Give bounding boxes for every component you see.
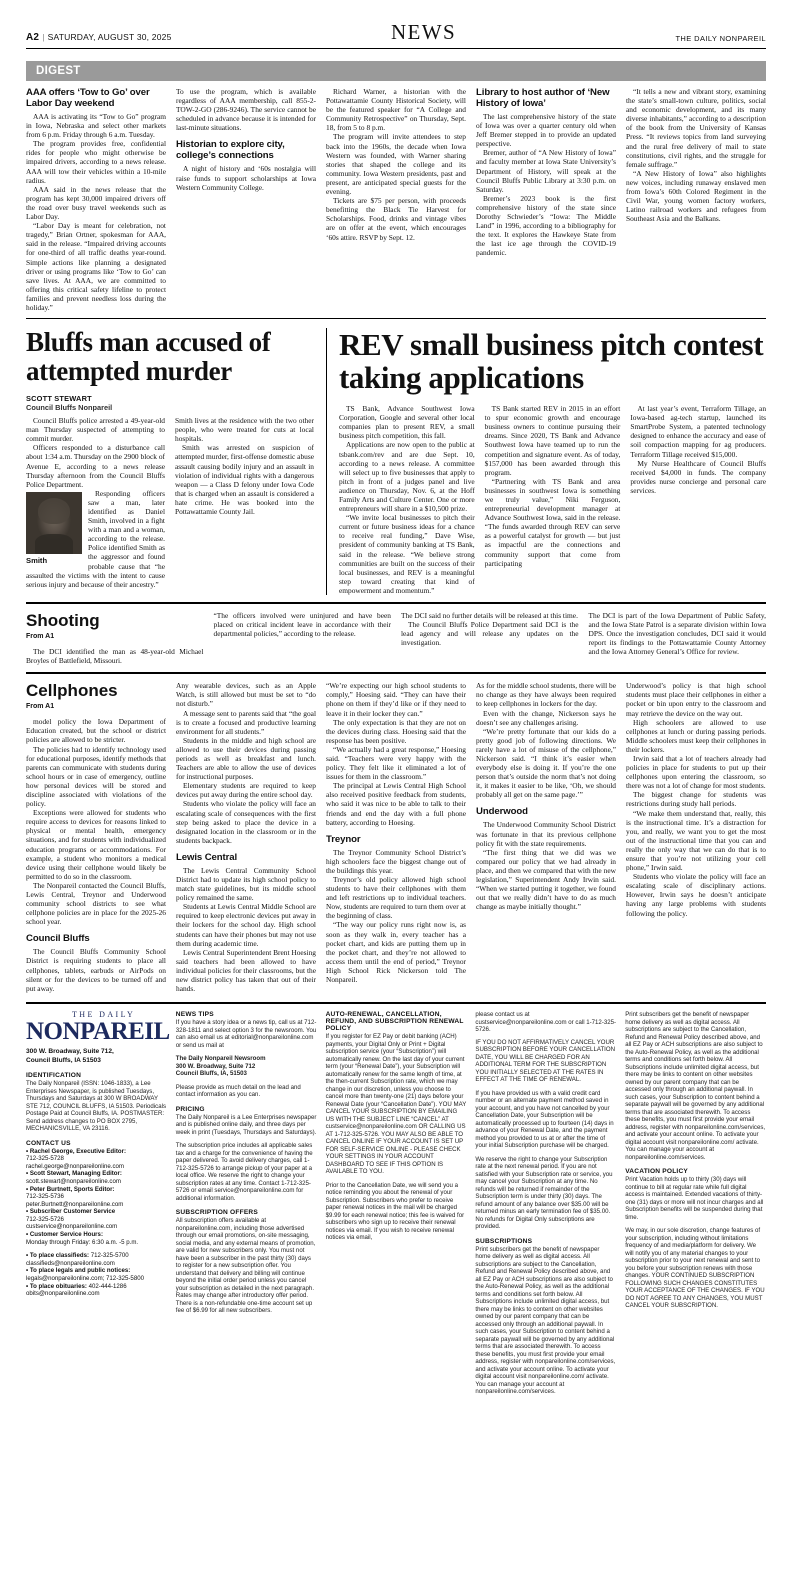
story-para: High schoolers are allowed to use cellphones at lunch or during passing periods. Middle schoolers must keep their cellphones in their lockers.	[626, 717, 766, 754]
story-para: Treynor’s old policy allowed high school students to have their cellphones with them and left restrictions up to individual teachers. Now, students are required to turn them over at the beginning of class.	[326, 875, 466, 921]
reserve-body: We reserve the right to change your Subscription rate at the next renewal period. If you are not satisfied with your Subscription rate or service, you may cancel your Subscription at any time. No refunds will be returned if remainder of the Subscription term is under thirty (30) days. The refund amount of any balance over $35.00 will be returned minus an early termination fee of $35.00. No refunds for Digital Only subscriptions are provided.	[475, 1155, 613, 1231]
digest-para: Tickets are $75 per person, with proceeds benefitting the Black Tie Harvest for Scholarships. Food, drinks and vintage vibes are on offer at the event, which encourages ‘60s attire. RSVP by Sept. 12.	[326, 196, 466, 242]
footer-col-autorenew	[326, 1011, 467, 1396]
digest-col-1	[26, 87, 166, 312]
byline-organization: Council Bluffs Nonpareil	[26, 403, 113, 413]
obits-email[interactable]: obits@nonpareilonline.com	[26, 1290, 100, 1298]
story-bluffs-man	[26, 328, 326, 595]
newstips-body: If you have a story idea or a news tip, call us at 712-328-1811 and select option 3 for the newsroom. You can also email us at editorial@nonpareilonline.com or send us mail at	[175, 1019, 317, 1049]
contact-item: 712-325-5736	[26, 1193, 64, 1201]
story-para: The Council Bluffs Police Department said DCI is the lead agency and will release any updates on the investigation.	[401, 620, 579, 648]
obits-item	[26, 1283, 167, 1291]
story-para: At last year’s event, Terraform Tillage, an Iowa-based ag-tech startup, launched its SmartProbe System, a patented technology designed to enhance the accuracy and ease of soil compaction mapping for ag producers. Terraform Tillage received $15,000.	[630, 404, 767, 459]
story-para: The principal at Lewis Central High School also received positive feedback from students, who said it was nice to be able to talk to their friends and end the day with a full phone battery, according to Hoesing.	[326, 781, 466, 827]
autorenew-head: AUTO-RENEWAL, CANCELLATION, REFUND, AND SUBSCRIPTION RENEWAL POLICY	[325, 1011, 464, 1033]
subhead-council-bluffs: Council Bluffs	[26, 933, 90, 945]
subhead-treynor: Treynor	[326, 833, 361, 845]
logo-nonpareil: NONPAREIL	[26, 1018, 170, 1046]
lead-left-col-2	[175, 416, 314, 589]
caps-notice: IF YOU DO NOT AFFIRMATIVELY CANCEL YOUR SUBSCRIPTION BEFORE YOUR CANCELLATION DATE, YOU WILL BE CHARGED FOR AN ADDITIONAL TERM FOR THE SUBSCRIPTION YOU INITIALLY SELECTED AT THE RATES IN EFFECT AT THE TIME OF RENEWAL.	[475, 1038, 616, 1084]
contact-label: • Subscriber Customer Service	[26, 1208, 116, 1216]
header-rule	[26, 48, 766, 49]
footer-top-rule	[26, 1002, 766, 1004]
contact-item	[26, 1186, 167, 1194]
story-para: “We’re pretty fortunate that our kids do a pretty good job of following directions. We rarely have a lot of misuse of the cellphone,” Nickerson said. “I think it’s easier when everybody else is doing it. If you’re the one person that’s outside the norm that’s not doing it, it makes it easier to be like, ‘Oh, we should probably all get on the same page.’”	[476, 726, 616, 800]
subscriptions-body-cont: Print subscribers get the benefit of newspaper home delivery as well as digital access. All subscriptions are subject to the Cancellation, Refund and Renewal Policy described above, and all EZ Pay or ACH subscriptions are also subject to the Auto-Renewal Policy, as well as the additional terms and conditions set forth below. All Subscriptions include unlimited digital access, but there may be links to content on other websites owned by our parent company that can be accessed only through an additional paywall. In such cases, your Subscription to content behind a separate paywall will be governed by any additional terms that are associated therewith. To access these benefits, you must first provide your email address, register with nonpareilonline.com/services, and activate your account online. To activate your digital account visit nonpareilonline.com/ activate. You can manage your account at nonpareilonline.com/services.	[625, 1011, 766, 1161]
story-para: The DCI is part of the Iowa Department of Public Safety, and the Iowa State Patrol is a separate division within Iowa DPS. Once the investigation concludes, DCI said it would report its findings to the Pottawattamie County Attorney and the Iowa Attorney General’s Office for review.	[588, 611, 766, 657]
story-shooting	[26, 611, 766, 665]
cellphones-col-5	[626, 681, 766, 993]
digest-para: The last comprehensive history of the state of Iowa was over a quarter century old when Jeff Bremer stepped in to provide an updated perspective.	[476, 112, 616, 149]
legals-detail[interactable]: legals@nonpareilonline.com; 712-325-5800	[26, 1275, 144, 1283]
lead-left-col-1	[26, 416, 165, 589]
story-para: The Nonpareil contacted the Council Bluffs, Lewis Central, Treynor and Underwood community school districts to see what cellphone policies are in place for the 2025-26 school year.	[26, 880, 166, 927]
story-para: Responding officers saw a man, later identified as Daniel Smith, involved in a fight with a man and a woman, according to the release. Police identified Smith as the aggressor and found probable cause that “he assaulted the victims with the intent to cause serious injury and because of their ancestry.”	[26, 488, 165, 589]
newsroom-note: Please provide as much detail on the lead and contact information as you can.	[175, 1083, 301, 1099]
story-para: “We invite local businesses to pitch their current or future business ideas for a chance to receive real funding,” Dave Wise, president of community banking at TS Bank, said in the release. “We believe strong communities are built on the success of their local businesses, and REV is a meaningful step toward creating that kind of empowerment and momentum.”	[339, 513, 475, 595]
digest-headline-aaa: AAA offers ‘Tow to Go’ over Labor Day weekend	[26, 87, 150, 109]
folio	[26, 32, 172, 43]
story-para: Any wearable devices, such as an Apple Watch, is still allowed but must be set to “do not disturb.”	[176, 681, 316, 709]
cellphones-col-4	[476, 681, 616, 993]
story-para: Students who violate the policy will face an escalating scale of disciplinary actions. However, Irwin says he doesn’t anticipate having any large problems with students following the policy.	[626, 872, 766, 918]
contact-label: • Scott Stewart, Managing Editor:	[26, 1170, 122, 1178]
cellphones-jumpline: From A1	[26, 703, 55, 711]
digest-para: Richard Warner, a historian with the Pottawattamie County Historical Society, will be the featured speaker for “A College and Community Retrospective” on Thursday, Sept. 18, from 5 to 8 p.m.	[326, 87, 466, 133]
contact-item: Monday through Friday: 6:30 a.m. -5 p.m.	[26, 1238, 139, 1246]
story-para: My Nurse Healthcare of Council Bluffs received $4,000 in funds. The company provides nurse concierge and personal care services.	[630, 458, 767, 495]
contact-head: CONTACT US	[26, 1139, 71, 1147]
story-para: “Partnering with TS Bank and area businesses in southwest Iowa is something we truly value,” Niki Ferguson, entrepreneurial development manager at Advance Southwest Iowa, said in the release. “The funds awarded through REV can serve as a powerful catalyst for growth — but just as impactful are the connections and community support that come from participating	[484, 476, 621, 568]
digest-para: “A New History of Iowa” also highlights new voices, including runaway enslaved men from Iowa’s 60th Colored Regiment in the Civil War, young women factory workers, Latino railroad workers and refugees from Southeast Asia and the Balkans.	[626, 168, 766, 224]
digest-columns	[26, 87, 766, 312]
cellphones-col-2	[176, 681, 316, 993]
classifieds-item	[26, 1252, 167, 1260]
contact-item: 712-325-5726	[26, 1215, 64, 1223]
pricing-body-1: The Daily Nonpareil is a Lee Enterprises newspaper and is published online daily, and three days per week in print (Tuesdays, Thursdays and Saturdays).	[175, 1113, 317, 1136]
story-para: The Underwood Community School District was fortunate in that its previous cellphone policy fit with the state requirements.	[476, 820, 616, 848]
story-para: The policies had to identify technology used for educational purposes, identify methods that parents can communicate with students during school hours or in case of emergency, outline how personal devices will be stored and discipline associated with violations of the policy.	[26, 744, 166, 809]
newsroom-line-3: Council Bluffs, IA, 51503	[175, 1070, 247, 1078]
story-para: Elementary students are required to keep devices put away during the entire school day.	[176, 781, 316, 800]
vacation-body: Print Vacation holds up to thirty (30) days will continue to bill at regular rate while full digital access is maintained. Extended vacations of thirty-one (31) days or more will not incur charges and all Subscription benefits will be suspended during that time.	[625, 1176, 764, 1221]
pricing-body-2: The subscription price includes all applicable sales tax and a charge for the convenience of having the paper delivered. To avoid delivery charges, call 1-712-325-5726 to arrange pickup of your paper at a local office. We reserve the right to change your subscription rates at any time. Contact 1-712-325-5726 or email service@nonpareilonline.com for additional information.	[175, 1142, 313, 1202]
story-para: Underwood’s policy is that high school students must place their cellphones in either a pocket or bin upon entry to the classroom and may retrieve the device on the way out.	[626, 681, 766, 718]
contact-label: • Peter Burtnett, Sports Editor:	[26, 1185, 115, 1193]
digest-para: “Labor Day is meant for celebration, not tragedy,” Brian Ortner, spokesman for AAA, said in the release. “Impaired driving accounts for one-third of all traffic deaths year-round. Simple actions like planning a designated driver or using programs like ‘Tow to Go’ can save lives. At AAA, we are committed to offering this critical safety lifeline to protect families and prevent needless loss during the holiday.”	[26, 221, 166, 312]
digest-para: The program will invite attendees to step back into the 1960s, the decade when Iowa Western was founded, with Warner sharing stories that shaped the college and its community. Iowa Western presidents, past and present, are anticipated special guests for the evening.	[326, 132, 466, 197]
story-para: The DCI identified the man as 48-year-old Michael Broyles of Battlefield, Missouri.	[26, 647, 204, 666]
contact-item	[26, 1170, 167, 1178]
page-header	[26, 22, 766, 46]
story-para: “The first thing that we did was we compared our policy that we had already in place, and then we compared that with the new legislation,” Superintendent Andy Irwin said. “When we started putting it together, we found out that we really didn’t have to do as much change as maybe initially thought.”	[476, 847, 616, 912]
subscriptions-body: Print subscribers get the benefit of newspaper home delivery as well as digital access. All subscriptions are subject to the Cancellation, Refund and Renewal Policy described above, and all EZ Pay or ACH subscriptions are also subject to the Auto-Renewal Policy, as well as the additional terms and conditions set forth below. All Subscriptions include unlimited digital access, but there may be links to content on other websites owned by our parent company that can be accessed only through an additional paywall. In such cases, your Subscription to content behind a separate paywall will be governed by any additional terms that are associated therewith. To access these benefits, you must first provide your email address, register with nonpareilonline.com/services, and activate your account online. To activate your digital account visit nonpareilonline.com/ activate. You can manage your account at nonpareilonline.com/services.	[475, 1245, 616, 1396]
photo-caption: Smith	[26, 555, 48, 565]
contact-item	[26, 1208, 167, 1216]
story-rev-contest	[326, 328, 766, 595]
story-para: The biggest change for students was restrictions during study hall periods.	[626, 790, 766, 809]
digest-bar	[26, 61, 766, 81]
autorenew-body: If you register for EZ Pay or debit banking (ACH) payments, your Digital Only or Print + Digital subscription service (your “Subscription”) will automatically renew. On the last day of your current term (your “Renewal Date”), your Subscription will automatically renew for the same length of time, at the then-current Subscription rate, which we may change in our discretion, unless you choose to cancel more than twenty-one (21) days before your Renewal Date (your “Cancellation Date”). YOU MAY CANCEL YOUR SUBSCRIPTION BY EMAILING US WITH THE SUBJECT LINE “CANCEL” AT custservice@nonpareilonline.com OR CALLING US AT 1-712-325-5726. YOU MAY ALSO BE ABLE TO CANCEL ONLINE IF YOUR ACCOUNT IS SET UP FOR SELF-SERVICE ONLINE - PLEASE CHECK YOUR SETTINGS IN YOUR ACCOUNT DASHBOARD TO SEE IF THIS OPTION IS AVAILABLE TO YOU.	[325, 1033, 467, 1176]
obits-phone: 402-444-1286	[88, 1282, 127, 1290]
story-para: The DCI said no further details will be released at this time.	[401, 611, 578, 621]
story-para: The Lewis Central Community School District had to update its high school policy to match state guidelines, but its middle school policy remained the same.	[176, 865, 316, 903]
digest-para: To use the program, which is available regardless of AAA membership, call 855-2-TOW-2-GO (286-9246). The service cannot be scheduled in advance because it is intended for last-minute situations.	[176, 87, 316, 133]
story-para: The Council Bluffs Community School District is requiring students to place all cellphones, tablets, earbuds or AirPods on silent or for the devices to be turned off and put away.	[26, 947, 166, 993]
footer-col-newstips	[176, 1011, 317, 1396]
digest-bottom-rule	[26, 318, 766, 319]
subhead-underwood: Underwood	[476, 806, 528, 818]
vacation-head: VACATION POLICY	[625, 1168, 689, 1176]
contact-item: 712-325-5728	[26, 1155, 64, 1163]
folio-separator: |	[42, 32, 45, 42]
story-para: “The officers involved were uninjured and have been placed on critical incident leave in accordance with their departmental policies,” according to the release.	[213, 611, 391, 639]
digest-bar-label: DIGEST	[36, 65, 81, 77]
story-para: Applications are now open to the public at tsbank.com/rev and are due Sept. 10, according to a news release. A committee will select up to five businesses that apply to pitch in front of a judges panel and live audience on Thursday, Nov. 6, at the Hoff Family Arts and Culture Center. One or more entrepreneurs will share in a $10,500 prize.	[339, 440, 475, 514]
digest-para: The program provides free, confidential rides for people who might otherwise be impaired drivers, according to a news release. AAA will tow their vehicles within a 10-mile radius.	[26, 139, 166, 185]
cellphones-col-1	[26, 681, 166, 993]
lead-right-col-3	[630, 404, 766, 595]
classifieds-phone: 712-325-5700	[90, 1252, 129, 1260]
lead-left-byline	[26, 394, 314, 412]
contact-item	[26, 1148, 167, 1156]
story-para: The only expectation is that they are not on the devices during class. Hoesing said that the response has been positive.	[326, 717, 466, 745]
obits-label: • To place obituaries:	[26, 1282, 87, 1290]
shooting-headline: Shooting	[26, 611, 100, 631]
story-para: Irwin said that a lot of teachers already had policies in place for students to put up their cellphones upon entering the classroom, so there was not a lot of change for most students.	[626, 753, 766, 791]
classifieds-email[interactable]: classifieds@nonpareilonline.com	[26, 1259, 115, 1267]
lead-stories	[26, 328, 766, 595]
story-para: Even with the change, Nickerson says he doesn’t see any challenges arising.	[476, 708, 616, 727]
publication-name: THE DAILY NONPAREIL	[675, 34, 766, 43]
suboffers-body: All subscription offers available at nonpareilonline.com, including those advertised through our email promotions, on-site messaging, social media, and any external means of promotion, are valid for new subscribers only. You must not have been a subscriber in the past thirty (30) days to register for a new subscription offer. You understand that delivery and billing will continue beyond the initial order period unless you cancel your subscription as detailed in the next paragraph. Rates may change after introductory offer period. There is a non-refundable one-time account set up fee of $6.99 for all new subscribers.	[175, 1217, 316, 1315]
newsroom-line-1: The Daily Nonpareil Newsroom	[175, 1055, 266, 1063]
digest-col-2	[176, 87, 316, 312]
story-para: TS Bank started REV in 2015 in an effort to spur economic growth and encourage business owners to continue pursuing their dreams. Since 2020, TS Bank and Advance Southwest Iowa have teamed up to run the competition and signature event. As of today, $157,000 has been awarded through this program.	[484, 404, 621, 477]
masthead-address	[26, 1048, 167, 1065]
address-line-1: 300 W. Broadway, Suite 712,	[26, 1048, 114, 1056]
story-para: Students who violate the policy will face an escalating scale of consequences with the first step being asked to place the device in a designated location in the classroom or in the students backpack.	[176, 799, 316, 845]
footer-col-vacation	[625, 1011, 766, 1396]
story-para: Officers responded to a disturbance call about 1:34 a.m. Thursday on the 2900 block of Avenue E, according to a news release Thursday afternoon from the Council Bluffs Police Department.	[26, 443, 165, 489]
identification-body: The Daily Nonpareil (ISSN: 1046-1833), a Lee Enterprises Newspaper, is published Tuesdays, Thursdays and Saturdays at 300 W BROADWAY STE 712, COUNCIL BLUFFS, IA 51503. Periodicals Postage Paid at Council Bluffs, IA. POSTMASTER: Send address changes to PO BOX 2795, MECHANICSVILLE, VA 23116.	[26, 1080, 166, 1133]
digest-para: A night of history and ‘60s nostalgia will raise funds to support scholarships at Iowa Western Community College.	[176, 164, 316, 192]
contact-item	[26, 1231, 167, 1239]
digest-headline-historian: Historian to explore city, college’s connections	[176, 139, 285, 162]
page-number: A2	[26, 32, 40, 43]
story-para: model policy the Iowa Department of Education created, but the school or district policies are allowed to be stricter.	[26, 717, 166, 745]
shooting-jumpline: From A1	[26, 633, 55, 641]
story-para: TS Bank, Advance Southwest Iowa Corporation, Google and several other local companies plan to present REV, a small business pitch competition, this fall.	[339, 404, 475, 441]
story-para: “We’re expecting our high school students to comply,” Hoesing said. “They can have their phone on them if they’d like or if they need to leave it in their locker they can.”	[326, 681, 466, 718]
digest-col-5	[626, 87, 766, 312]
shooting-col-4	[589, 611, 767, 665]
cellphones-headline: Cellphones	[26, 681, 118, 701]
footer-col-masthead	[26, 1010, 170, 1396]
lead-left-columns	[26, 416, 314, 589]
lead-left-headline: Bluffs man accused of attempted murder	[26, 327, 271, 387]
lead-right-col-1	[339, 404, 475, 595]
digest-col-4	[476, 87, 616, 312]
story-para: “We actually had a great response,” Hoesing said. “Teachers were very happy with the policy. They felt like it eliminated a lot of issues for them in the classroom.”	[326, 744, 466, 782]
shooting-top-rule	[26, 602, 766, 604]
shooting-col-3	[401, 611, 579, 665]
newstips-head: NEWS TIPS	[175, 1011, 214, 1019]
priorcancel-body: Prior to the Cancellation Date, we will send you a notice reminding you about the renewal of your Subscription. Subscribers who prefer to receive paper renewal notices in the mail will be charged $9.99 for each renewal notice; this fee is waived for subscribers who sign up to receive their renewal notices via email. If you wish to receive renewal notices via email,	[325, 1181, 465, 1242]
story-para: Students in the middle and high school are allowed to use their devices during passing periods as well as breakfast and lunch. Teachers are able to allow the use of devices for instructional purposes.	[176, 735, 316, 782]
identification-head: IDENTIFICATION	[26, 1072, 82, 1080]
digest-headline-library: Library to host author of ‘New History of Iowa’	[476, 87, 610, 109]
subscriptions-head: SUBSCRIPTIONS	[475, 1237, 533, 1245]
story-para: Smith was arrested on suspicion of attempted murder, first-offense domestic abuse assault causing bodily injury and an assault in violation of individual rights with a dangerous weapon — a Class D felony under Iowa Code that is charged when an assault is considered a hate crime. He was booked into the Pottawattamie County Jail.	[175, 443, 314, 516]
pricing-head: PRICING	[175, 1105, 205, 1113]
story-para: “We make them understand that, really, this is the instructional time. It’s a distraction for you, and really, we want you to get the most out of the instructional time that you can and really the only way that we can do that is to ensure that you’re not utilizing your cell phone,” Irwin said.	[626, 808, 766, 873]
digest-para: Bremer’s 2023 book is the first comprehensive history of the state since Dorothy Schwieder’s “Iowa: The Middle Land” in 1996, according to a bibliography for the text. It explores the Hawkeye State from the last ice age through the COVID-19 pandemic.	[476, 193, 616, 258]
story-para: Council Bluffs police arrested a 49-year-old man Thursday suspected of attempting to commit murder.	[26, 416, 165, 444]
story-para: A message sent to parents said that “the goal is to create a focused and productive learning environment for all students.”	[176, 708, 316, 736]
newsroom-line-2: 300 W. Broadway, Suite 712	[175, 1062, 256, 1070]
subhead-lewis-central: Lewis Central	[176, 851, 238, 863]
contact-cancel-body: please contact us at custservice@nonpareilonline.com or call 1-712-325-5726.	[475, 1011, 617, 1034]
suboffers-head: SUBSCRIPTION OFFERS	[175, 1209, 258, 1217]
lead-right-col-2	[485, 404, 621, 595]
footer-col-policies	[475, 1011, 616, 1396]
issue-date: SATURDAY, AUGUST 30, 2025	[47, 32, 172, 42]
story-cellphones	[26, 681, 766, 993]
digest-col-3	[326, 87, 466, 312]
creditcard-body: If you have provided us with a valid credit card number or an alternate payment method saved in your account, and you have not cancelled by your Cancellation Date, your Subscription will be automatically processed up to fourteen (14) days in advance of your Renewal Date, and the payment method you provided to us at or after the time of your initial Subscription purchase will be charged.	[475, 1089, 614, 1150]
lead-right-columns	[339, 404, 766, 595]
classifieds-label: • To place classifieds:	[26, 1252, 89, 1260]
digest-para: AAA said in the news release that the program has kept 30,000 impaired drivers off the road over busy travel weekends such as Labor Day.	[26, 184, 166, 222]
shooting-col-2	[214, 611, 392, 665]
story-para: Exceptions were allowed for students who require access to devices for reasons linked to physical or mental health, emergency situations, and for students with individualized education programs or accommodations. For example, a student who monitors a medical device using their cellphone would likely be permitted to do so in the classroom.	[26, 808, 166, 881]
lead-right-headline: REV small business pitch contest taking applications	[339, 327, 764, 396]
shooting-col-1	[26, 611, 204, 665]
cellphones-col-3	[326, 681, 466, 993]
footer-legal	[26, 1011, 766, 1396]
digest-para: “It tells a new and vibrant story, examining the state’s small-town culture, politics, social and economic development, and its many diverse inhabitants,” according to a description of the book from the University of Kansas Press. “It reviews topics from land surveying and the rural free delivery of mail to state constitutions, civil rights, and the struggle for female suffrage.”	[626, 87, 766, 169]
mugshot-photo	[26, 492, 82, 554]
story-para: “The way our policy runs right now is, as soon as they walk in, every teacher has a pocket chart, and kids are putting them up in the pocket chart, and they’re not allowed to access them until the end of period,” Treynor High School Rick Nickerson told The Nonpareil.	[326, 920, 466, 985]
story-para: Lewis Central Superintendent Brent Hoesing said teachers had been allowed to have individual policies for their classrooms, but the new district policy has taken that out of their hands.	[176, 947, 317, 994]
section-title: NEWS	[390, 20, 457, 44]
byline-author: SCOTT STEWART	[26, 394, 92, 404]
legals-item	[26, 1267, 167, 1275]
contact-label: • Rachel George, Executive Editor:	[26, 1147, 127, 1155]
contact-label: • Customer Service Hours:	[26, 1231, 103, 1239]
story-para: Students at Lewis Central Middle School are required to keep electronic devices put away in their lockers for the school day. High school students can have their phones but may not use them during academic time.	[176, 902, 316, 948]
mayuse-body: We may, in our sole discretion, change features of your subscription, including without limitations frequency of and media/platform for delivery. We will notify you of any material changes to your subscription prior to your next renewal and sent to you before your subscription renews with those changes. YOUR CONTINUED SUBSCRIPTION FOLLOWING SUCH CHANGES CONSTITUTES YOUR ACCEPTANCE OF THE CHANGES. IF YOU DO NOT AGREE TO ANY CHANGES, YOU MUST CANCEL YOUR SUBSCRIPTION.	[625, 1227, 765, 1310]
contact-item[interactable]: scott.stewart@nonpareilonline.com	[26, 1177, 121, 1185]
address-line-2: Council Bluffs, IA 51503	[26, 1056, 101, 1064]
contact-item[interactable]: custservice@nonpareilonline.com	[26, 1223, 118, 1231]
logo-the-daily: THE DAILY	[72, 1010, 136, 1020]
story-para: As for the middle school students, there will be no change as they have always been required to keep cellphones in lockers for the day.	[476, 681, 616, 709]
contact-item[interactable]: rachel.george@nonpareilonline.com	[26, 1162, 124, 1170]
cellphones-top-rule	[26, 672, 766, 674]
digest-para: Bremer, author of “A New History of Iowa” and faculty member at Iowa State University’s Department of History, will speak at the Council Bluffs Public Library at 3:30 p.m. on Saturday.	[476, 148, 616, 194]
story-para: Smith lives at the residence with the two other people, who were treated for cuts at local hospitals.	[175, 416, 314, 444]
legals-label: • To place legals and public notices:	[26, 1267, 131, 1275]
story-para: The Treynor Community School District’s high schoolers face the biggest change out of the buildings this year.	[326, 847, 466, 875]
digest-para: AAA is activating its “Tow to Go” program in Iowa, Nebraska and select other markets from 6 p.m. Friday through 6 a.m. Tuesday.	[26, 112, 166, 140]
mugshot-figure	[26, 492, 82, 565]
contact-item[interactable]: peter.Burtnett@nonpareilonline.com	[26, 1200, 124, 1208]
